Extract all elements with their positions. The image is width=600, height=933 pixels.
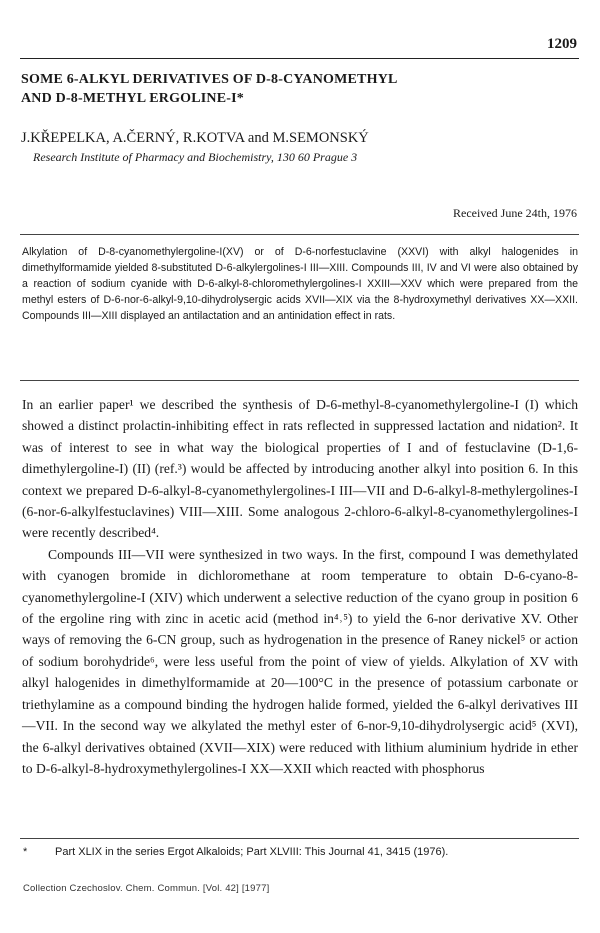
received-date: Received June 24th, 1976 <box>453 206 577 220</box>
footnote <box>23 845 448 860</box>
abstract-rule-bottom <box>20 380 579 381</box>
article-title <box>21 70 581 108</box>
affiliation: Research Institute of Pharmacy and Biochemistry, 130 60 Prague 3 <box>33 150 358 164</box>
body-paragraph-2: Compounds III—VII were synthesized in two ways. In the first, compound I was demethylated with cyanogen bromide in dichloromethane at room temperature to obtain D-6-cyano-8-cyanomethylergoline-I (XIV) which underwent a selective reduction of the cyano group in position 6 of the ergoline ring with zinc in acetic acid (method in⁴˒⁵) to yield the 6-nor derivative XV. Other ways of removing the 6-CN group, such as hydrogenation in the presence of Raney nickel⁵ or action of sodium borohydride⁶, were less useful from the point of view of yields. Alkylation of XV with alkyl halogenides in dimethylformamide at 20—100°C in the presence of potassium carbonate or triethylamine as a compound binding the hydrogen halide formed, yielded the 6-alkyl derivatives III—VII. In the second way we alkylated the methyl ester of 6-nor-9,10-dihydrolysergic acid⁵ (XVI), the 6-alkyl derivatives obtained (XVII—XIX) were reduced with lithium aluminium hydride in ether to D-6-alkyl-8-hydroxymethylergolines-I XX—XXII which reacted with phosphorus <box>22 546 578 776</box>
header-rule <box>20 58 579 59</box>
abstract-text: Alkylation of D-8-cyanomethylergoline-I(XV) or of D-6-norfestuclavine (XXVI) with alkyl halogenides in dimethylformamide yielded 8-substituted D-6-alkylergolines-I III—XIII. Compounds III, IV and VI were also obtained by a reaction of sodium cyanide with D-6-alkyl-8-chloromethylergolines-I XXIII—XXV which were prepared from the methyl esters of D-6-nor-6-alkyl-9,10-dihydrolysergic acids XVII—XIX via the 8-hydroxymethyl derivatives XX—XXII. Compounds III—XIII displayed an antilactation and an antinidation effect in rats. <box>22 246 578 322</box>
footnote-rule <box>20 838 579 839</box>
title-line-1: SOME 6-ALKYL DERIVATIVES OF D-8-CYANOMETHYL <box>21 72 398 87</box>
abstract-rule-top <box>20 234 579 235</box>
footnote-text: Part XLIX in the series Ergot Alkaloids; Part XLVIII: This Journal 41, 3415 (1976). <box>55 846 449 858</box>
title-line-2: AND D-8-METHYL ERGOLINE-I* <box>21 91 244 106</box>
article-body <box>22 394 578 779</box>
footnote-marker: * <box>23 846 28 858</box>
authors: J.KŘEPELKA, A.ČERNÝ, R.KOTVA and M.SEMONSKÝ <box>21 130 369 146</box>
journal-citation: Collection Czechoslov. Chem. Commun. [Vol. 42] [1977] <box>23 883 270 894</box>
body-paragraph-1: In an earlier paper¹ we described the synthesis of D-6-methyl-8-cyanomethylergoline-I (I) which showed a distinct prolactin-inhibiting effect in rats reflected in suppressed lactation and nidation². It was of interest to see in what way the biological properties of I and of festuclavine (D-1,6-dimethylergoline-I) (II) (ref.³) would be affected by introducing another alkyl into position 6. In this context we prepared D-6-alkyl-8-cyanomethylergolines-I III—VII and D-6-alkyl-8-methylergolines-I (6-nor-6-alkylfestuclavines) VIII—XIII. Some analogous 2-chloro-6-alkyl-8-cyanomethylergolines-I were recently described⁴. <box>22 397 578 541</box>
page-number: 1209 <box>547 36 577 52</box>
